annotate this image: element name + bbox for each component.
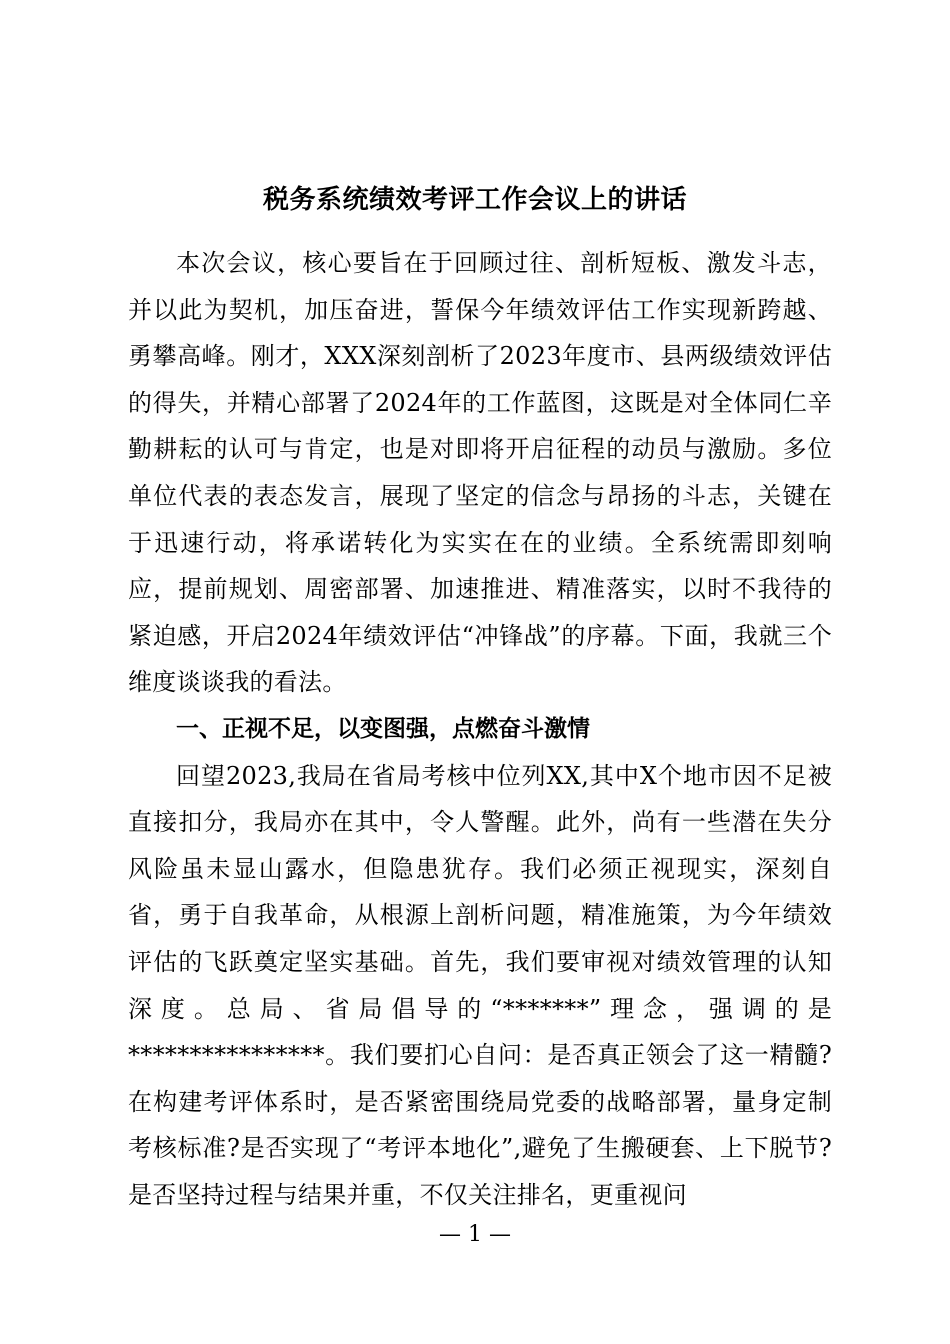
page-number: — 1 — (439, 1222, 511, 1247)
intro-paragraph: 本次会议，核心要旨在于回顾过往、剖析短板、激发斗志，并以此为契机，加压奋进，誓保今年绩效评估工作实现新跨越、勇攀高峰。刚才，XXX深刻剖析了2023年度市、县两级绩效评估的得失，并精心部署了2024年的工作蓝图，这既是对全体同仁辛勤耕耘的认可与肯定，也是对即将开启征程的动员与激励。多位单位代表的表态发言，展现了坚定的信念与昂扬的斗志，关键在于迅速行动，将承诺转化为实实在在的业绩。全系统需即刻响应，提前规划、周密部署、加速推进、精准落实，以时不我待的紧迫感，开启2024年绩效评估“冲锋战”的序幕。下面，我就三个维度谈谈我的看法。 (128, 249, 832, 697)
document-body (128, 240, 832, 1218)
section-heading-1: 一、正视不足，以变图强，点燃奋斗激情 (176, 715, 590, 742)
document-title: 税务系统绩效考评工作会议上的讲话 (262, 185, 687, 215)
section-1-paragraph: 回望2023,我局在省局考核中位列XX,其中X个地市因不足被直接扣分，我局亦在其中，令人警醒。此外，尚有一些潜在失分风险虽未显山露水，但隐患犹存。我们必须正视现实，深刻自省，勇于自我革命，从根源上剖析问题，精准施策，为今年绩效评估的飞跃奠定坚实基础。首先，我们要审视对绩效管理的认知深度。总局、省局倡导的“*******”理念，强调的是****************。我们要扪心自问：是否真正领会了这一精髓?在构建考评体系时，是否紧密围绕局党委的战略部署，量身定制考核标准?是否实现了“考评本地化”,避免了生搬硬套、上下脱节?是否坚持过程与结果并重，不仅关注排名，更重视问 (128, 761, 832, 1209)
